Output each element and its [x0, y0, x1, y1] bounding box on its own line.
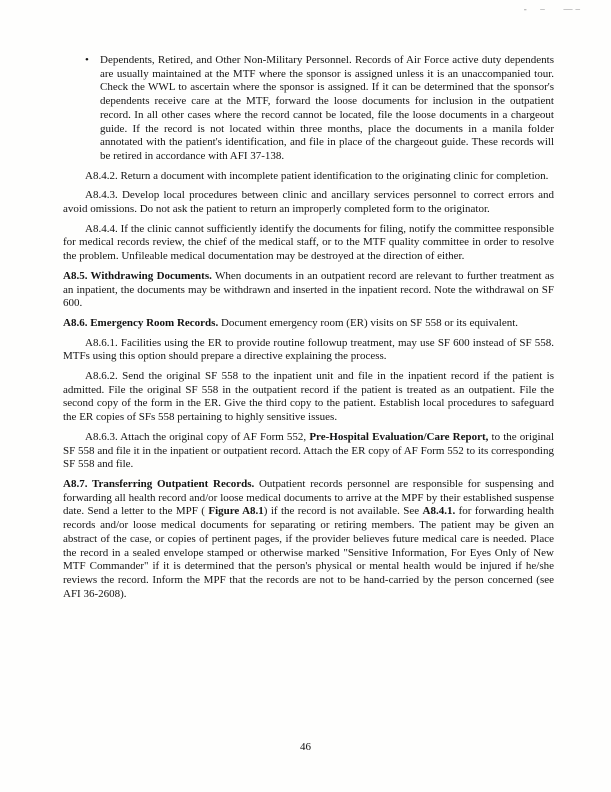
section-body: Outpatient records personnel are responsible for suspensing and forwarding all health record and/or loose medical documents to arrive at the MPF by their established suspense date. Send a letter to the MPF ( — [63, 477, 554, 518]
section-body: ) if the record is not available. See — [263, 505, 423, 518]
paragraph-dependents-body: Records of Air Force active duty dependents are usually maintained at the MTF where the sponsor is assigned unless it is an unaccompanied tour. Check the WWL to ascertain where the sponsor is assigned. If it can be determined that the sponsor's dependents receive care at the MTF, forward the loose documents for inclusion in the outpatient record. In all other cases where the record cannot be located, file the loose documents in a chargeout guide. If the record is not located within three months, place the documents in a manila folder annotated with the patient's identification, and file in place of the chargeout guide. These records will be retired in accordance with AFI 37-138. — [100, 54, 554, 162]
paragraph-number: A8.4.3. — [85, 189, 118, 202]
paragraph-number: A8.6.2. — [85, 370, 118, 383]
section-body: Document emergency room (ER) visits on SF 558 or its equivalent. — [218, 316, 519, 329]
section-title: Transferring Outpatient Records. — [87, 477, 255, 490]
page-content — [63, 54, 554, 607]
paragraph-body: Attach the original copy of AF Form 552, — [117, 430, 310, 443]
paragraph-body: Return a document with incomplete patient identification to the originating clinic for completion. — [117, 169, 549, 182]
paragraph-a8-6-1 — [63, 337, 554, 364]
paragraph-a8-5 — [63, 270, 554, 311]
paragraph-body: If the clinic cannot sufficiently identify the documents for filing, notify the committee responsible for medical records review, the chief of the medical staff, or to the MTF quality committee in order to resolve the problem. Unfileable medical documentation may be destroyed at the direction of either. — [63, 222, 554, 263]
section-body: When documents in an outpatient record are relevant to further treatment as an inpatient, the documents may be withdrawn and inserted in the inpatient record. Note the withdrawal on SF 600. — [63, 269, 554, 310]
section-title: Withdrawing Documents. — [87, 269, 212, 282]
paragraph-a8-6-2 — [63, 370, 554, 425]
paragraph-body: Facilities using the ER to provide routine followup treatment, may use SF 600 instead of SF 558. MTFs using this option should prepare a directive explaining the process. — [63, 336, 554, 363]
paragraph-a8-4-4 — [63, 223, 554, 264]
paragraph-reference: A8.4.1. — [422, 505, 456, 518]
section-body: for forwarding health records and/or loose medical documents for separating or retiring members. The patient may be given an abstract of the case, or copies of pertinent pages, if the provider believes future medical care is needed. Place the record in a sealed envelope stamped or otherwise marked "Sensitive Information, For Eyes Only of New MTF Commander" if it is determined that the person's physical or mental health would be injured if he/she reviews the record. Inform the MPF that the records are not to be hand-carried by the person concerned (see AFI 36-2608). — [63, 505, 554, 600]
paragraph-a8-4-3 — [63, 189, 554, 216]
paragraph-a8-6 — [63, 317, 554, 331]
section-number: A8.5. — [63, 269, 88, 282]
paragraph-number: A8.4.4. — [85, 222, 118, 235]
paragraph-body: Develop local procedures between clinic and ancillary services personnel to correct errors and avoid omissions. Do not ask the patient to return an improperly completed form to the originator. — [63, 189, 554, 216]
paragraph-number: A8.6.3. — [85, 430, 118, 443]
paragraph-dependents-lead: Dependents, Retired, and Other Non-Military Personnel. — [100, 54, 352, 66]
section-number: A8.6. — [63, 316, 88, 329]
paragraph-a8-7 — [63, 478, 554, 601]
paragraph-number: A8.4.2. — [85, 169, 118, 182]
form-title-emphasis: Pre-Hospital Evaluation/Care Report, — [309, 430, 489, 443]
paragraph-a8-4-2 — [63, 170, 554, 184]
figure-reference: Figure A8.1 — [208, 505, 264, 518]
page-number: 46 — [300, 741, 311, 753]
bullet-icon: • — [85, 54, 89, 66]
paragraph-dependents — [63, 54, 554, 164]
paragraph-number: A8.6.1. — [85, 336, 118, 349]
paragraph-body: to the original SF 558 and file it in the inpatient or outpatient record. Attach the ER copy of AF Form 552 to its corresponding SF 558 and file. — [63, 430, 554, 471]
paragraph-a8-6-3 — [63, 431, 554, 472]
section-number: A8.7. — [63, 477, 88, 490]
scan-artifact-marks: - – —– — [523, 4, 583, 14]
section-title: Emergency Room Records. — [87, 316, 219, 329]
paragraph-body: Send the original SF 558 to the inpatient unit and file in the inpatient record if the patient is admitted. File the original SF 558 in the outpatient record if the patient is treated as an outpatient. File the second copy of the form in the ER. Give the third copy to the patient. Establish local procedures to safeguard the ER copies of SFs 558 pertaining to highly sensitive issues. — [63, 370, 554, 424]
